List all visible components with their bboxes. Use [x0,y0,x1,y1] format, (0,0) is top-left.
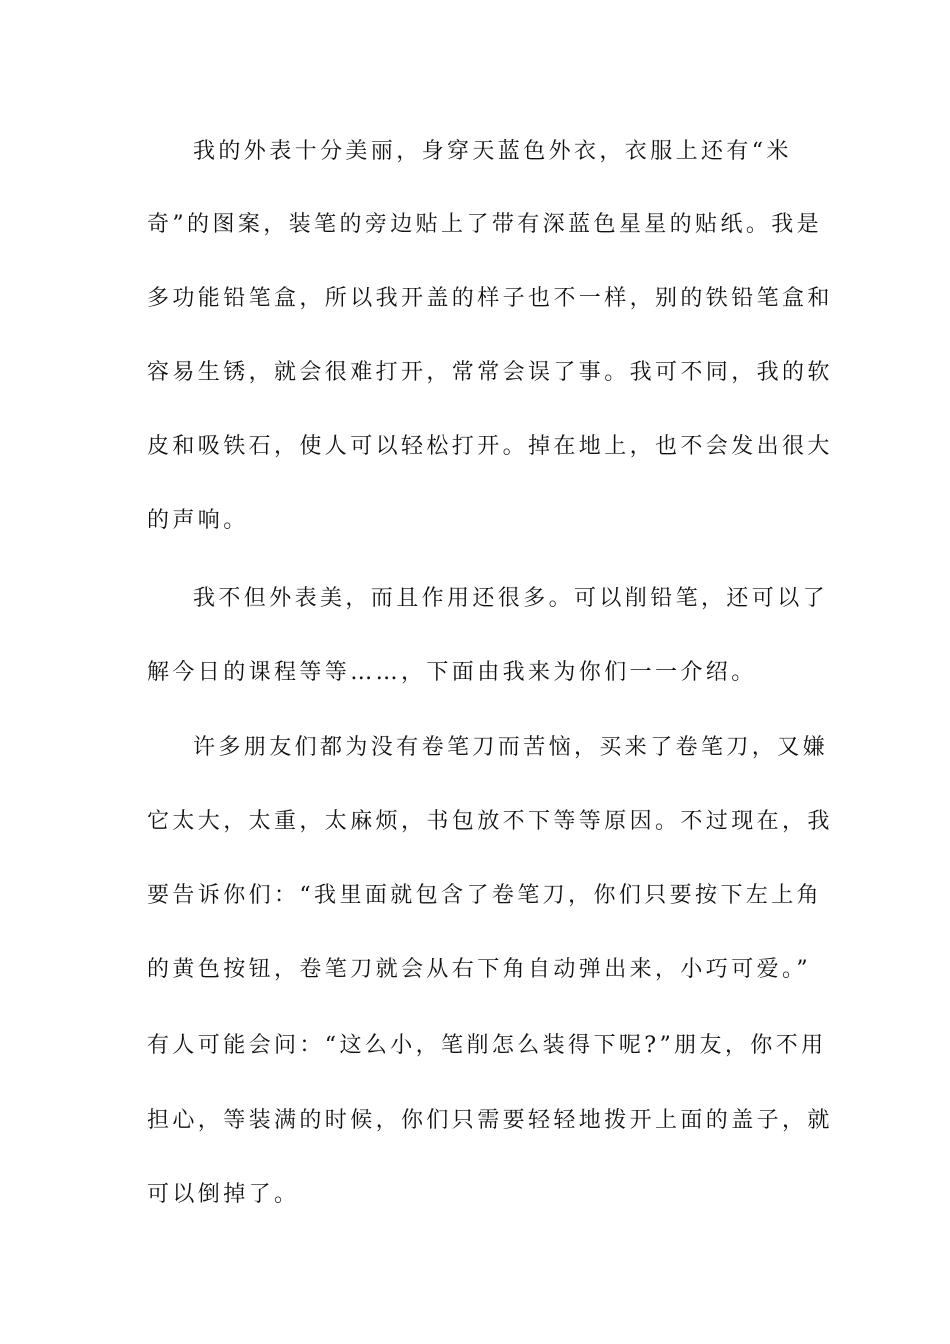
paragraph-1-line-1: 我的外表十分美丽，身穿天蓝色外衣，衣服上还有“米 [193,139,792,164]
paragraph-3-line-2: 它太大，太重，太麻烦，书包放不下等等原因。不过现在，我 [147,809,833,834]
paragraph-3-line-6: 担心，等装满的时候，你们只需要轻轻地拨开上面的盖子，就 [147,1108,833,1133]
paragraph-1-line-3: 多功能铅笔盒，所以我开盖的样子也不一样，别的铁铅笔盒和 [147,286,833,311]
paragraph-3-line-7: 可以倒掉了。 [147,1182,300,1207]
paragraph-3-line-5: 有人可能会问：“这么小，笔削怎么装得下呢?”朋友，你不用 [147,1033,827,1058]
paragraph-1-line-2: 奇”的图案，装笔的旁边贴上了带有深蓝色星星的贴纸。我是 [147,212,823,237]
paragraph-1-line-4: 容易生锈，就会很难打开，常常会误了事。我可不同，我的软 [147,360,833,385]
paragraph-1-line-6: 的声响。 [147,508,249,533]
paragraph-3-line-4: 的黄色按钮，卷笔刀就会从右下角自动弹出来，小巧可爱。” [147,957,812,982]
paragraph-3-line-1: 许多朋友们都为没有卷笔刀而苦恼，买来了卷笔刀，又嫌 [193,735,829,760]
paragraph-1-line-5: 皮和吸铁石，使人可以轻松打开。掉在地上，也不会发出很大 [147,434,833,459]
paragraph-2-line-1: 我不但外表美，而且作用还很多。可以削铅笔，还可以了 [193,586,829,611]
paragraph-3-line-3: 要告诉你们：“我里面就包含了卷笔刀，你们只要按下左上角 [147,883,823,908]
paragraph-2-line-2: 解今日的课程等等……，下面由我来为你们一一介绍。 [147,660,757,685]
